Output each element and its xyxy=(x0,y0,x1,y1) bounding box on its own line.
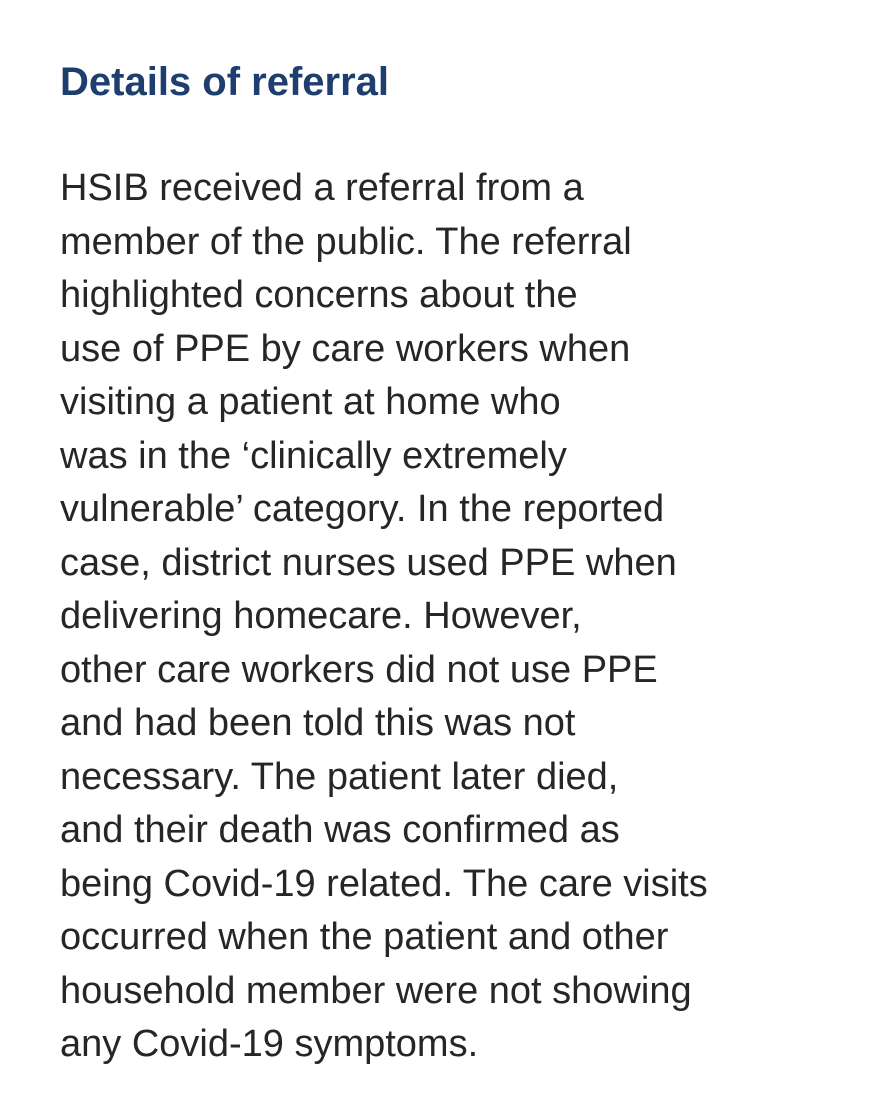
paragraph-line: member of the public. The referral xyxy=(60,220,632,263)
paragraph-line: occurred when the patient and other xyxy=(60,916,669,958)
paragraph-line: other care workers did not use PPE xyxy=(60,648,658,691)
paragraph-line: delivering homecare. However, xyxy=(60,595,582,637)
paragraph-line: necessary. The patient later died, xyxy=(60,755,619,798)
paragraph-line: any Covid-19 symptoms. xyxy=(60,1023,479,1065)
paragraph-line: case, district nurses used PPE when xyxy=(60,541,677,584)
paragraph-line: was in the ‘clinically extremely xyxy=(60,434,567,477)
paragraph-line: use of PPE by care workers when xyxy=(60,327,631,370)
paragraph-line: and their death was confirmed as xyxy=(60,809,620,851)
paragraph-line: visiting a patient at home who xyxy=(60,381,561,423)
paragraph-line: household member were not showing xyxy=(60,969,692,1012)
paragraph-line: and had been told this was not xyxy=(60,702,576,744)
paragraph-line: vulnerable’ category. In the reported xyxy=(60,488,665,530)
section-heading: Details of referral xyxy=(60,60,390,104)
paragraph-line: HSIB received a referral from a xyxy=(60,167,584,209)
paragraph-line: highlighted concerns about the xyxy=(60,274,578,316)
referral-paragraph xyxy=(60,162,708,1072)
paragraph-line: being Covid-19 related. The care visits xyxy=(60,862,708,905)
